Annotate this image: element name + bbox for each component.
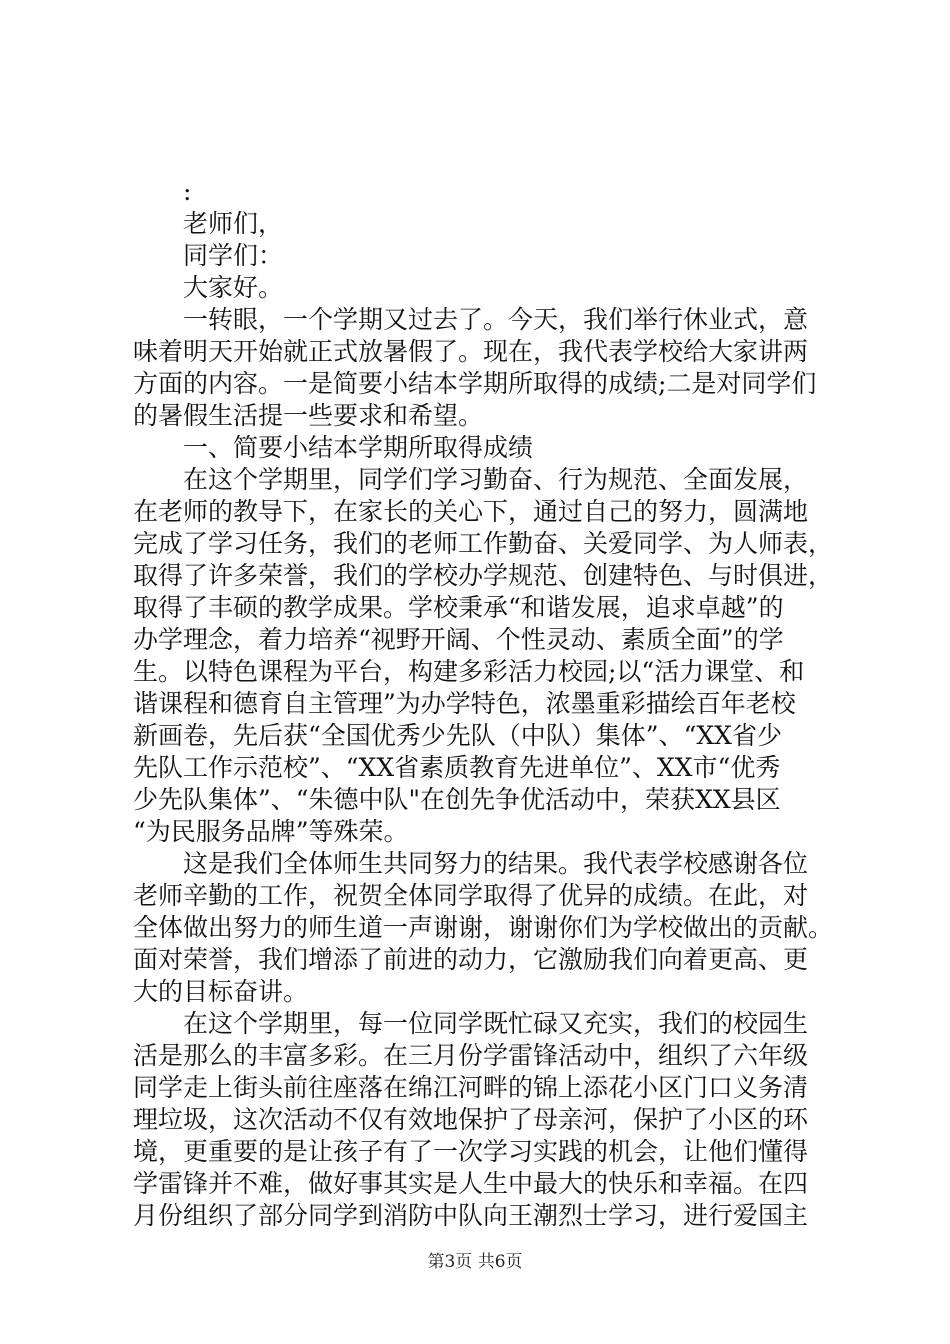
text-line: 学雷锋并不难，做好事其实是人生中最大的快乐和幸福。在四 (133, 1169, 809, 1198)
text-line: 老师辛勤的工作，祝贺全体同学取得了优异的成绩。在此，对 (133, 881, 809, 910)
text-line: 同学走上街头前往座落在绵江河畔的锦上添花小区门口义务清 (133, 1073, 809, 1102)
text-line: 谐课程和德育自主管理”为办学特色，浓墨重彩描绘百年老校 (133, 689, 796, 718)
text-line: : (183, 177, 192, 206)
text-line: 理垃圾，这次活动不仅有效地保护了母亲河，保护了小区的环 (133, 1105, 809, 1134)
text-line: 活是那么的丰富多彩。在三月份学雷锋活动中，组织了六年级 (133, 1041, 809, 1070)
text-line: 面对荣誉，我们增添了前进的动力，它激励我们向着更高、更 (133, 945, 809, 974)
text-line: 同学们： (183, 241, 284, 270)
document-body (133, 176, 833, 1232)
text-line: 新画卷，先后获“全国优秀少先队（中队）集体”、“XX省少 (133, 721, 782, 750)
text-line: 在这个学期里，同学们学习勤奋、行为规范、全面发展， (183, 465, 809, 494)
text-line: “为民服务品牌”等殊荣。 (133, 817, 409, 846)
text-line: 大家好。 (183, 273, 284, 302)
text-line: 一、简要小结本学期所取得成绩 (183, 433, 534, 462)
text-line: 在这个学期里，每一位同学既忙碌又充实，我们的校园生 (183, 1009, 809, 1038)
text-line: 少先队集体”、“朱德中队"在创先争优活动中，荣获XX县区 (133, 785, 781, 814)
text-line: 生。以特色课程为平台，构建多彩活力校园;以“活力课堂、和 (133, 657, 805, 686)
text-line: 味着明天开始就正式放暑假了。现在，我代表学校给大家讲两 (133, 337, 809, 366)
text-line: 取得了许多荣誉，我们的学校办学规范、创建特色、与时俱进， (133, 561, 834, 590)
text-line: 完成了学习任务，我们的老师工作勤奋、关爱同学、为人师表， (133, 529, 834, 558)
text-line: 老师们， (183, 209, 284, 238)
text-line: 取得了丰硕的教学成果。学校秉承“和谐发展，追求卓越”的 (133, 593, 784, 622)
text-line: 这是我们全体师生共同努力的结果。我代表学校感谢各位 (183, 849, 809, 878)
text-line: 在老师的教导下，在家长的关心下，通过自己的努力，圆满地 (133, 497, 809, 526)
text-line: 境，更重要的是让孩子有了一次学习实践的机会，让他们懂得 (133, 1137, 809, 1166)
text-line: 一转眼，一个学期又过去了。今天，我们举行休业式，意 (183, 305, 809, 334)
text-line: 方面的内容。一是简要小结本学期所取得的成绩;二是对同学们 (133, 369, 817, 398)
text-line: 全体做出努力的师生道一声谢谢，谢谢你们为学校做出的贡献。 (133, 913, 834, 942)
text-line: 月份组织了部分同学到消防中队向王潮烈士学习，进行爱国主 (133, 1201, 809, 1230)
page-footer: 第3页 共6页 (427, 1252, 523, 1272)
text-line: 先队工作示范校”、“XX省素质教育先进单位”、XX市“优秀 (133, 753, 781, 782)
text-line: 大的目标奋讲。 (133, 977, 309, 1006)
text-line: 办学理念，着力培养“视野开阔、个性灵动、素质全面”的学 (133, 625, 784, 654)
text-line: 的暑假生活提一些要求和希望。 (133, 401, 484, 430)
